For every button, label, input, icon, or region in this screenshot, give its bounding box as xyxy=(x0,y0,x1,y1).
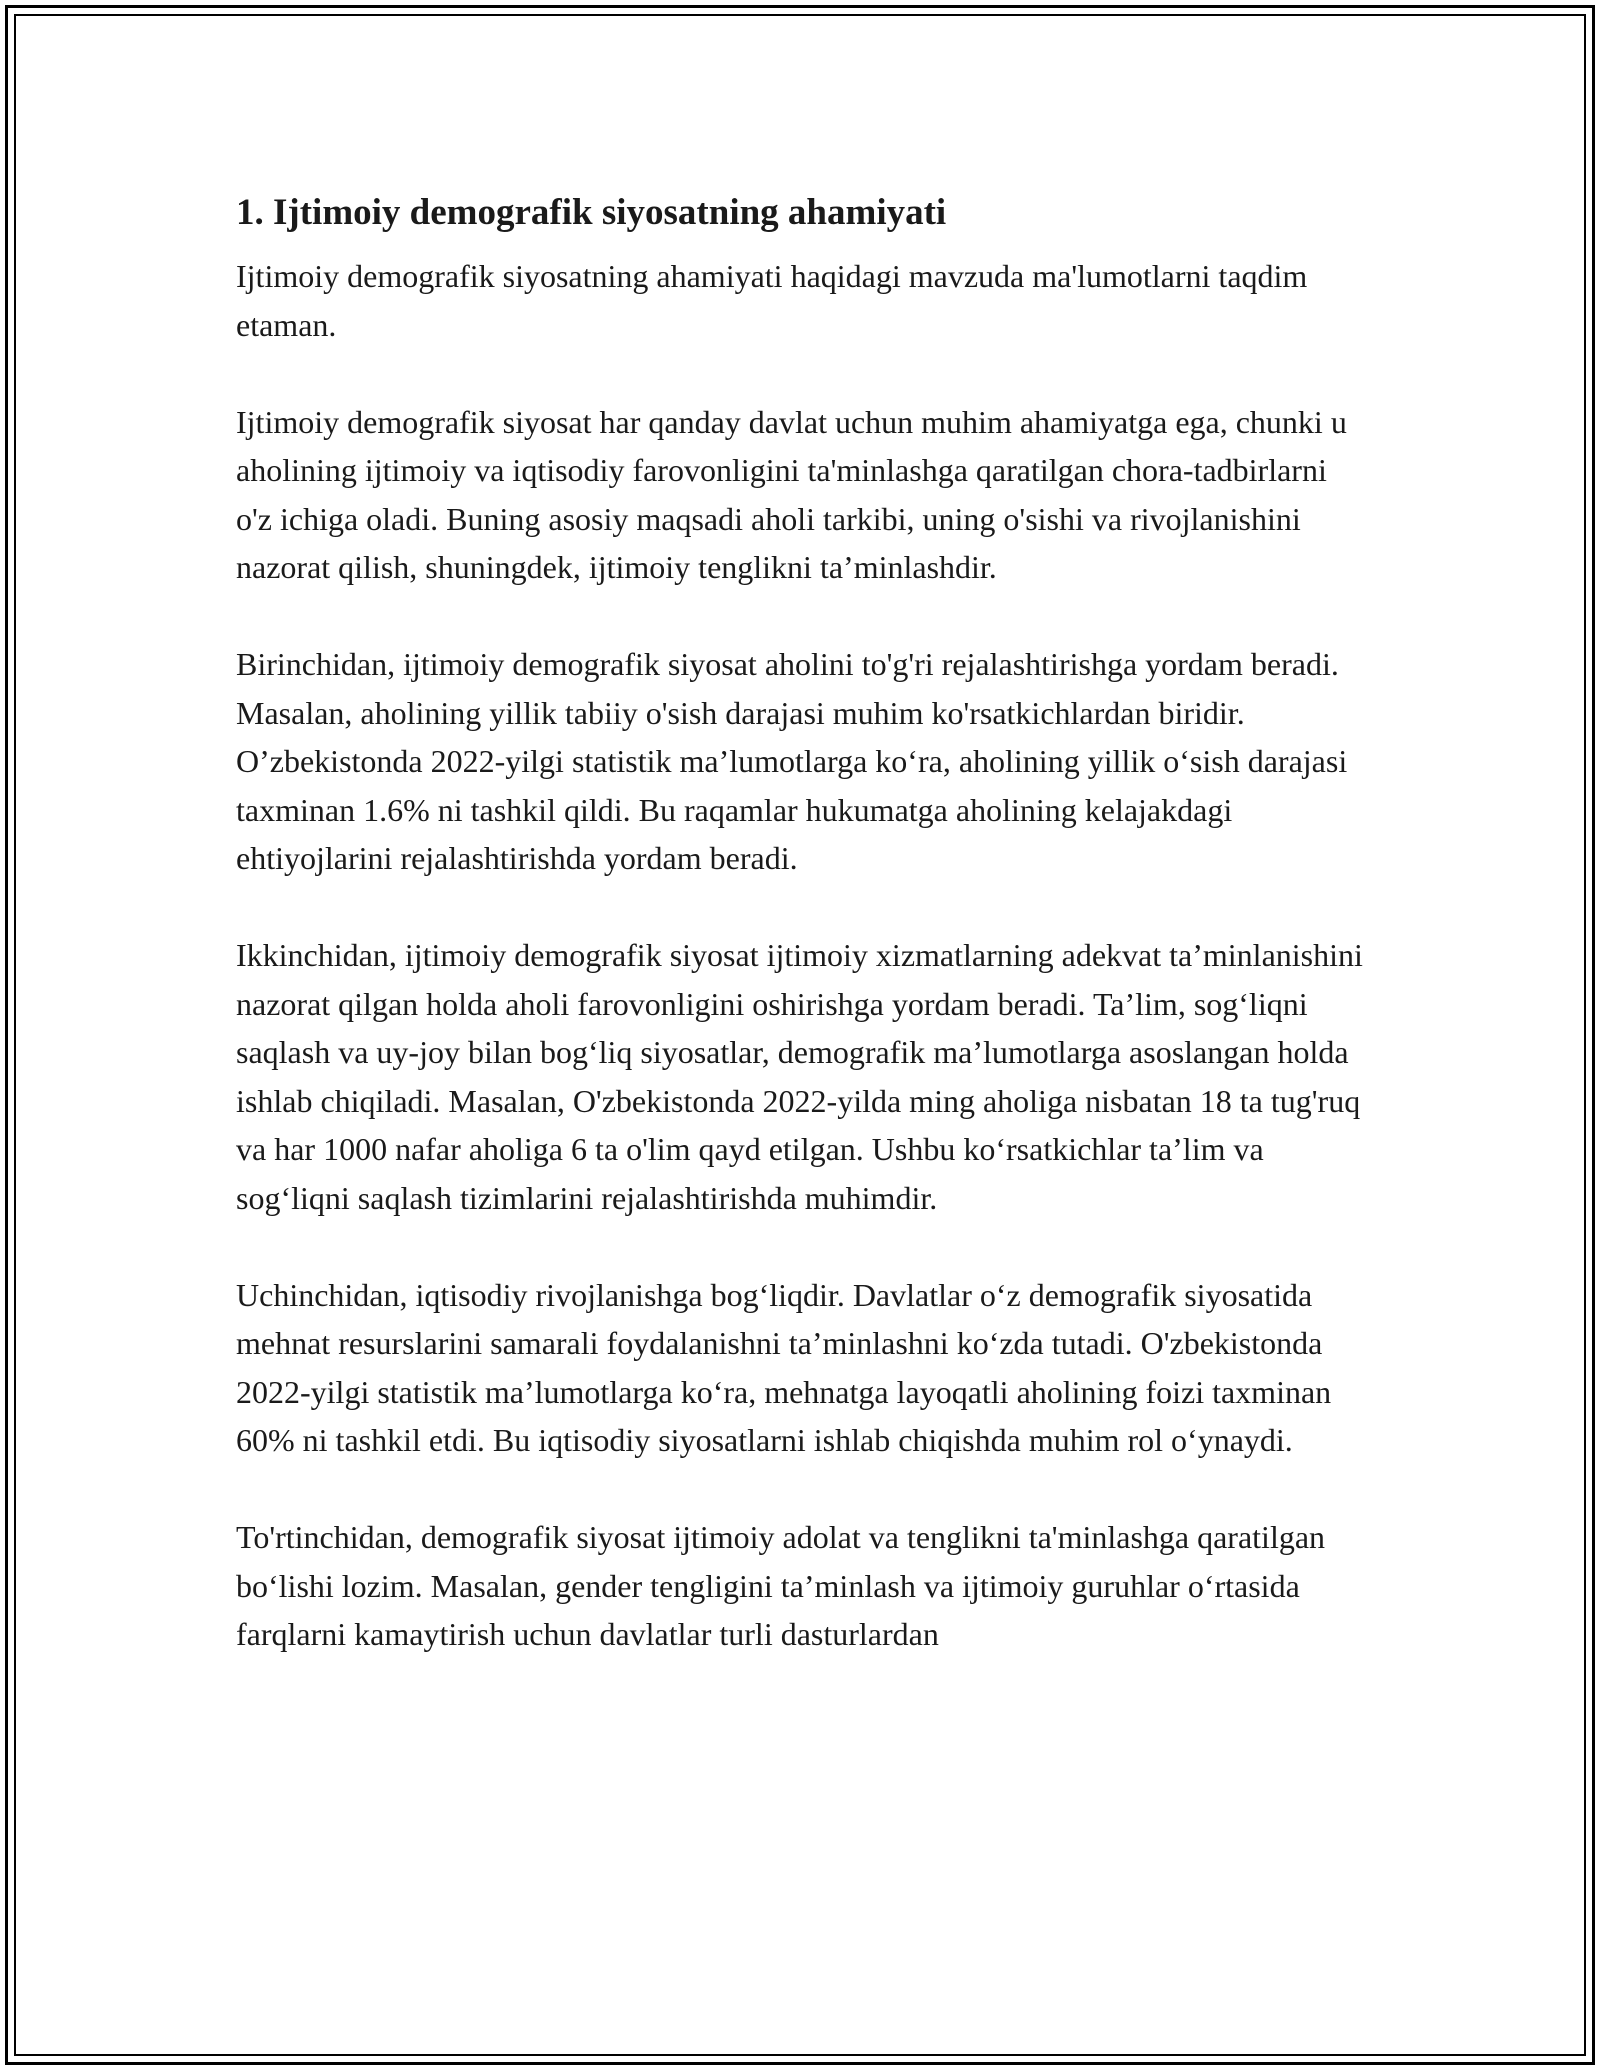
paragraph-overview: Ijtimoiy demografik siyosat har qanday davlat uchun muhim ahamiyatga ega, chunki u aholining ijtimoiy va iqtisodiy farovonligini ta'minlashga qaratilgan chora-tadbirlarni o'z ichiga oladi. Buning asosiy maqsadi aholi tarkibi, uning o'sishi va rivojlanishini nazorat qilish, shuningdek, ijtimoiy tenglikni ta’minlashdir. xyxy=(236,403,1347,585)
paragraph-first-point: Birinchidan, ijtimoiy demografik siyosat aholini to'g'ri rejalashtirishga yordam beradi. Masalan, aholining yillik tabiiy o'sish darajasi muhim ko'rsatkichlardan biridir. O’zbekistonda 2022-yilgi statistik ma’lumotlarga ko‘ra, aholining yillik o‘sish darajasi taxminan 1.6% ni tashkil qildi. Bu raqamlar hukumatga aholining kelajakdagi ehtiyojlarini rejalashtirishda yordam beradi. xyxy=(236,646,1348,876)
paragraph-intro: Ijtimoiy demografik siyosatning ahamiyati haqidagi mavzuda ma'lumotlarni taqdim etaman. xyxy=(236,258,1308,343)
paragraph-fourth-point: To'rtinchidan, demografik siyosat ijtimoiy adolat va tenglikni ta'minlashga qaratilgan bo‘lishi lozim. Masalan, gender tengligini ta’minlash va ijtimoiy guruhlar o‘rtasida farqlarni kamaytirish uchun davlatlar turli dasturlardan xyxy=(236,1519,1326,1652)
section-heading: 1. Ijtimoiy demografik siyosatning ahamiyati xyxy=(236,192,947,233)
paragraph-second-point: Ikkinchidan, ijtimoiy demografik siyosat ijtimoiy xizmatlarning adekvat ta’minlanishini nazorat qilgan holda aholi farovonligini oshirishga yordam beradi. Ta’lim, sog‘liqni saqlash va uy-joy bilan bog‘liq siyosatlar, demografik ma’lumotlarga asoslangan holda ishlab chiqiladi. Masalan, O'zbekistonda 2022-yilda ming aholiga nisbatan 18 ta tug'ruq va har 1000 nafar aholiga 6 ta o'lim qayd etilgan. Ushbu ko‘rsatkichlar ta’lim va sog‘liqni saqlash tizimlarini rejalashtirishda muhimdir. xyxy=(236,937,1363,1216)
document-body xyxy=(236,186,1366,1707)
paragraph-third-point: Uchinchidan, iqtisodiy rivojlanishga bog‘liqdir. Davlatlar o‘z demografik siyosatida mehnat resurslarini samarali foydalanishni ta’minlashni ko‘zda tutadi. O'zbekistonda 2022-yilgi statistik ma’lumotlarga ko‘ra, mehnatga layoqatli aholining foizi taxminan 60% ni tashkil etdi. Bu iqtisodiy siyosatlarni ishlab chiqishda muhim rol o‘ynaydi. xyxy=(236,1276,1332,1458)
